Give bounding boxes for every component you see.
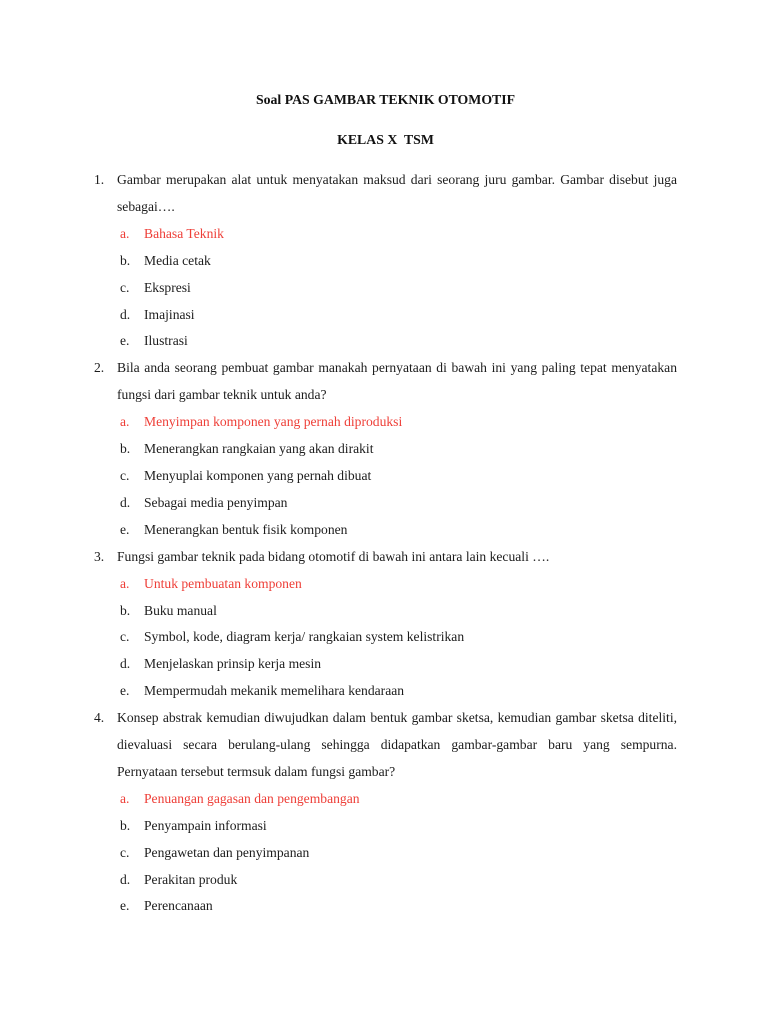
option-text: Media cetak — [144, 252, 211, 268]
option-row — [120, 571, 677, 598]
option-letter: a. — [120, 414, 130, 430]
option-text: Perakitan produk — [144, 871, 238, 887]
option-letter: b. — [120, 817, 131, 833]
question-number: 2. — [94, 360, 105, 376]
option-text: Imajinasi — [144, 306, 195, 322]
option-letter: e. — [120, 898, 130, 914]
option-row — [120, 463, 677, 490]
option-text: Symbol, kode, diagram kerja/ rangkaian system kelistrikan — [144, 629, 465, 645]
question-text: Gambar merupakan alat untuk menyatakan maksud dari seorang juru gambar. Gambar disebut juga sebagai…. — [117, 172, 677, 214]
option-text: Untuk pembuatan komponen — [144, 575, 302, 591]
option-list — [94, 409, 677, 544]
option-row — [120, 409, 677, 436]
question-text: Bila anda seorang pembuat gambar manakah pernyataan di bawah ini yang paling tepat menyatakan fungsi dari gambar teknik untuk anda? — [117, 360, 677, 403]
option-row — [120, 221, 677, 248]
option-text: Mempermudah mekanik memelihara kendaraan — [144, 683, 405, 699]
option-letter: a. — [120, 790, 130, 806]
option-row — [120, 867, 677, 894]
option-row — [120, 651, 677, 678]
option-letter: d. — [120, 494, 131, 510]
option-text: Penyampain informasi — [144, 817, 267, 833]
option-letter: d. — [120, 306, 131, 322]
question-number: 1. — [94, 172, 105, 187]
question-text: Konsep abstrak kemudian diwujudkan dalam bentuk gambar sketsa, kemudian gambar sketsa diteliti, dievaluasi secara berulang-ulang sehingga didapatkan gambar-gambar baru yang sempurna. Pernyataan tersebut termsuk dalam fungsi gambar? — [117, 710, 677, 779]
option-text: Bahasa Teknik — [144, 225, 224, 241]
question — [94, 705, 677, 920]
question-row — [94, 705, 677, 786]
option-letter: c. — [120, 279, 130, 295]
option-text: Menerangkan bentuk fisik komponen — [144, 521, 348, 537]
option-letter: b. — [120, 441, 131, 457]
option-text: Penuangan gagasan dan pengembangan — [144, 790, 360, 806]
option-letter: c. — [120, 629, 130, 645]
question — [94, 544, 677, 705]
option-letter: a. — [120, 575, 130, 591]
option-letter: a. — [120, 225, 130, 241]
option-row — [120, 840, 677, 867]
option-text: Menyimpan komponen yang pernah diproduksi — [144, 414, 403, 430]
option-row — [120, 302, 677, 329]
option-list — [94, 571, 677, 706]
option-text: Ekspresi — [144, 279, 191, 295]
question-row — [94, 544, 677, 571]
option-letter: b. — [120, 602, 131, 618]
option-text: Pengawetan dan penyimpanan — [144, 844, 310, 860]
option-text: Menyuplai komponen yang pernah dibuat — [144, 467, 372, 483]
option-row — [120, 275, 677, 302]
option-row — [120, 678, 677, 705]
option-list — [94, 786, 677, 921]
option-text: Sebagai media penyimpan — [144, 494, 288, 510]
option-row — [120, 786, 677, 813]
option-letter: e. — [120, 521, 130, 537]
option-text: Perencanaan — [144, 898, 213, 914]
option-row — [120, 248, 677, 275]
option-letter: d. — [120, 871, 131, 887]
document-title: Soal PAS GAMBAR TEKNIK OTOMOTIF — [255, 92, 516, 107]
option-letter: e. — [120, 333, 130, 349]
option-letter: c. — [120, 467, 130, 483]
option-row — [120, 490, 677, 517]
option-row — [120, 893, 677, 920]
question-number: 3. — [94, 548, 105, 564]
option-letter: e. — [120, 683, 130, 699]
option-letter: d. — [120, 656, 131, 672]
question-text: Fungsi gambar teknik pada bidang otomotif di bawah ini antara lain kecuali …. — [117, 548, 550, 564]
question-list — [94, 167, 677, 920]
option-row — [120, 517, 677, 544]
option-text: Ilustrasi — [144, 333, 188, 349]
option-letter: b. — [120, 252, 131, 268]
question-row — [94, 355, 677, 409]
option-text: Menjelaskan prinsip kerja mesin — [144, 656, 322, 672]
option-letter: c. — [120, 844, 130, 860]
option-row — [120, 328, 677, 355]
option-row — [120, 436, 677, 463]
document-subtitle: KELAS X TSM — [337, 132, 434, 147]
question — [94, 355, 677, 543]
option-text: Menerangkan rangkaian yang akan dirakit — [144, 441, 374, 457]
option-list — [94, 221, 677, 356]
question — [94, 167, 677, 355]
question-number: 4. — [94, 710, 105, 726]
question-row — [94, 167, 677, 221]
option-row — [120, 624, 677, 651]
option-row — [120, 598, 677, 625]
option-row — [120, 813, 677, 840]
option-text: Buku manual — [144, 602, 217, 618]
